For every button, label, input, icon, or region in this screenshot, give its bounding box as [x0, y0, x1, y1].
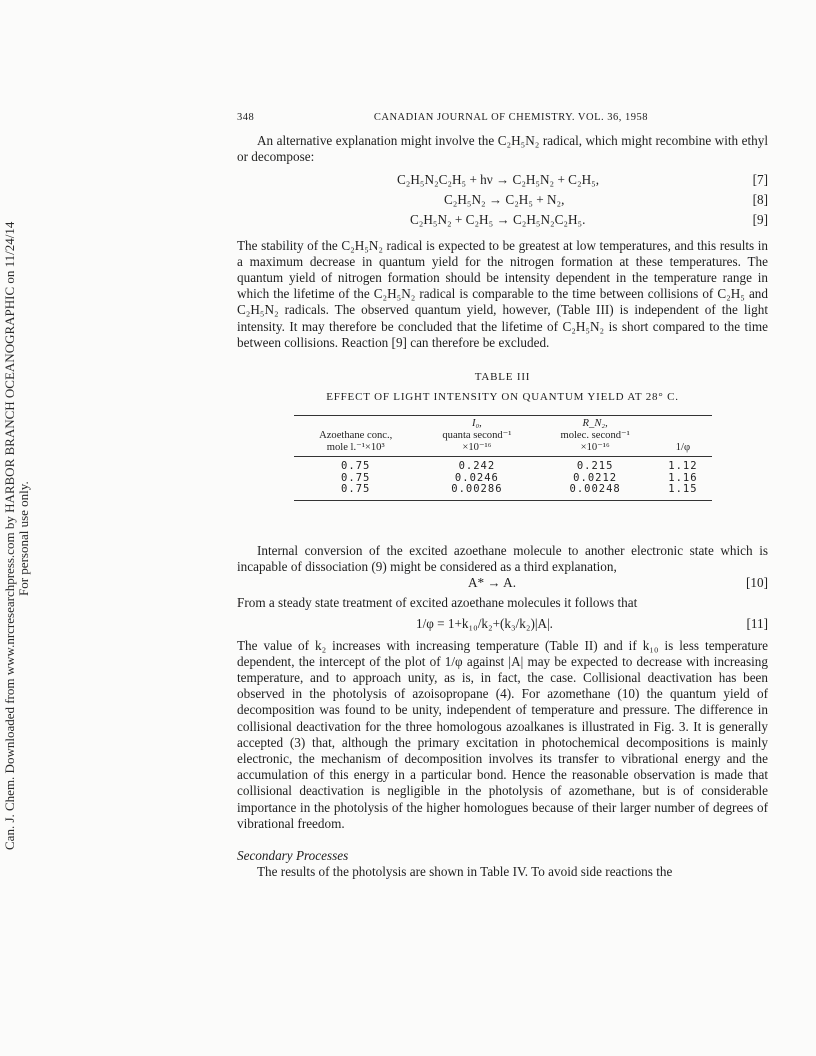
equation-8-text: C₂H₅N₂ → C₂H₅ + N₂,	[444, 191, 565, 207]
table-cell: 1.16	[668, 471, 698, 484]
paragraph-5: The value of k₂ increases with increasing temperature (Table II) and if k₁₀ is less temperature dependent, the intercept of the plot of 1/φ against |A| may be expected to decrease with increasing temperature, and to approach unity, as is, in fact, the case. Collisional deactivation has been observed in the photolysis of azoisopropane (4). For azomethane (10) the quantum yield of decomposition was found to be unity, independent of temperature and pressure. The difference in collisional deactivation for the three homologous azoalkanes is illustrated in Fig. 3. It is generally accepted (3) that, although the primary excitation in photochemical decompositions is mainly electronic, the mechanism of decomposition involves its transfer to vibrational energy and the accumulation of this energy in a particular bond. Hence the reasonable observation is made that collisional deactivation is negligible in the photolysis of azomethane, but is of considerable importance in the photolysis of the higher homologues because of their larger number of degrees of vibrational freedom.	[237, 637, 768, 831]
quantum-yield-table	[294, 415, 712, 501]
table-cell: 0.0212	[573, 471, 618, 484]
download-notice-line1: Can. J. Chem. Downloaded from www.nrcresearchpress.com by HARBOR BRANCH OCEANOGRAPHIC on 11/24/14	[2, 221, 17, 850]
page-number: 348	[237, 112, 255, 123]
equation-10-text: A* → A.	[468, 575, 516, 591]
header-line: ×10⁻¹⁶	[580, 441, 610, 453]
paragraph-1: An alternative explanation might involve the C₂H₅N₂ radical, which might recombine with ethyl or decompose:	[237, 133, 768, 165]
table-cell: 0.00286	[451, 483, 503, 496]
header-line: 1/φ	[675, 441, 691, 453]
equation-7-text: C₂H₅N₂C₂H₅ + hν → C₂H₅N₂ + C₂H₅,	[397, 171, 599, 187]
table-row	[294, 484, 712, 500]
header-line: R_N₂,	[582, 418, 608, 430]
column-header	[294, 416, 418, 457]
header-line: ×10⁻¹⁶	[462, 441, 492, 453]
table-cell: 0.242	[458, 460, 496, 473]
paragraph-3: Internal conversion of the excited azoethane molecule to another electronic state which is incapable of dissociation (9) might be considered as a third explanation,	[237, 543, 768, 575]
header-line: molec. second⁻¹	[560, 430, 630, 442]
paragraph-4: From a steady state treatment of excited azoethane molecules it follows that	[237, 595, 638, 611]
equation-7-tag: [7]	[752, 171, 768, 187]
equation-11-tag: [11]	[746, 615, 768, 631]
running-head: CANADIAN JOURNAL OF CHEMISTRY. VOL. 36, 1958	[373, 112, 648, 123]
column-header	[536, 416, 654, 457]
table-cell: 0.75	[341, 460, 371, 473]
header-line: mole l.⁻¹×10³	[326, 441, 385, 453]
column-header	[654, 416, 711, 457]
section-heading: Secondary Processes	[237, 848, 349, 864]
equation-9	[237, 212, 768, 232]
table-cell: 0.215	[576, 460, 614, 473]
header-line: Azoethane conc.,	[319, 430, 393, 442]
table-cell: 0.75	[341, 471, 371, 484]
download-notice-line2: For personal use only.	[16, 481, 31, 596]
table-header-row	[294, 416, 712, 457]
table-cell: 0.0246	[454, 471, 499, 484]
journal-page	[237, 110, 768, 880]
table-row	[294, 457, 712, 473]
header-line: quanta second⁻¹	[442, 430, 512, 442]
page-header	[237, 110, 768, 126]
table-cell: 0.75	[341, 483, 371, 496]
equation-11	[237, 616, 768, 636]
table-cell: 1.15	[668, 483, 698, 496]
header-line: I₀,	[471, 418, 482, 430]
equation-9-tag: [9]	[752, 211, 768, 227]
paragraph-2: The stability of the C₂H₅N₂ radical is expected to be greatest at low temperatures, and this results in a maximum decrease in quantum yield for the nitrogen formation at these temperatures. The quantum yield of nitrogen formation should be intensity dependent in the temperature range in which the lifetime of the C₂H₅N₂ radical is comparable to the time between collisions of C₂H₅ and C₂H₅N₂ radicals. The observed quantum yield, however, (Table III) is independent of the light intensity. It may therefore be concluded that the lifetime of C₂H₅N₂ is short compared to the time between collisions. Reaction [9] can therefore be excluded.	[237, 237, 768, 350]
table-cell: 1.12	[668, 460, 698, 473]
equation-10	[237, 575, 768, 595]
table-caption: EFFECT OF LIGHT INTENSITY ON QUANTUM YIELD AT 28° C.	[326, 391, 679, 404]
column-header	[418, 416, 536, 457]
download-notice	[0, 0, 40, 1056]
table-title: TABLE III	[474, 371, 531, 384]
paragraph-6: The results of the photolysis are shown in Table IV. To avoid side reactions the	[257, 864, 673, 880]
equation-8-tag: [8]	[752, 191, 768, 207]
equation-11-text: 1/φ = 1+k₁₀/k₂+(k₃/k₂)|A|.	[416, 615, 553, 631]
equation-9-text: C₂H₅N₂ + C₂H₅ → C₂H₅N₂C₂H₅.	[410, 211, 586, 227]
table-cell: 0.00248	[569, 483, 621, 496]
equation-10-tag: [10]	[746, 575, 768, 591]
equation-7	[237, 172, 768, 192]
equation-8	[237, 192, 768, 212]
